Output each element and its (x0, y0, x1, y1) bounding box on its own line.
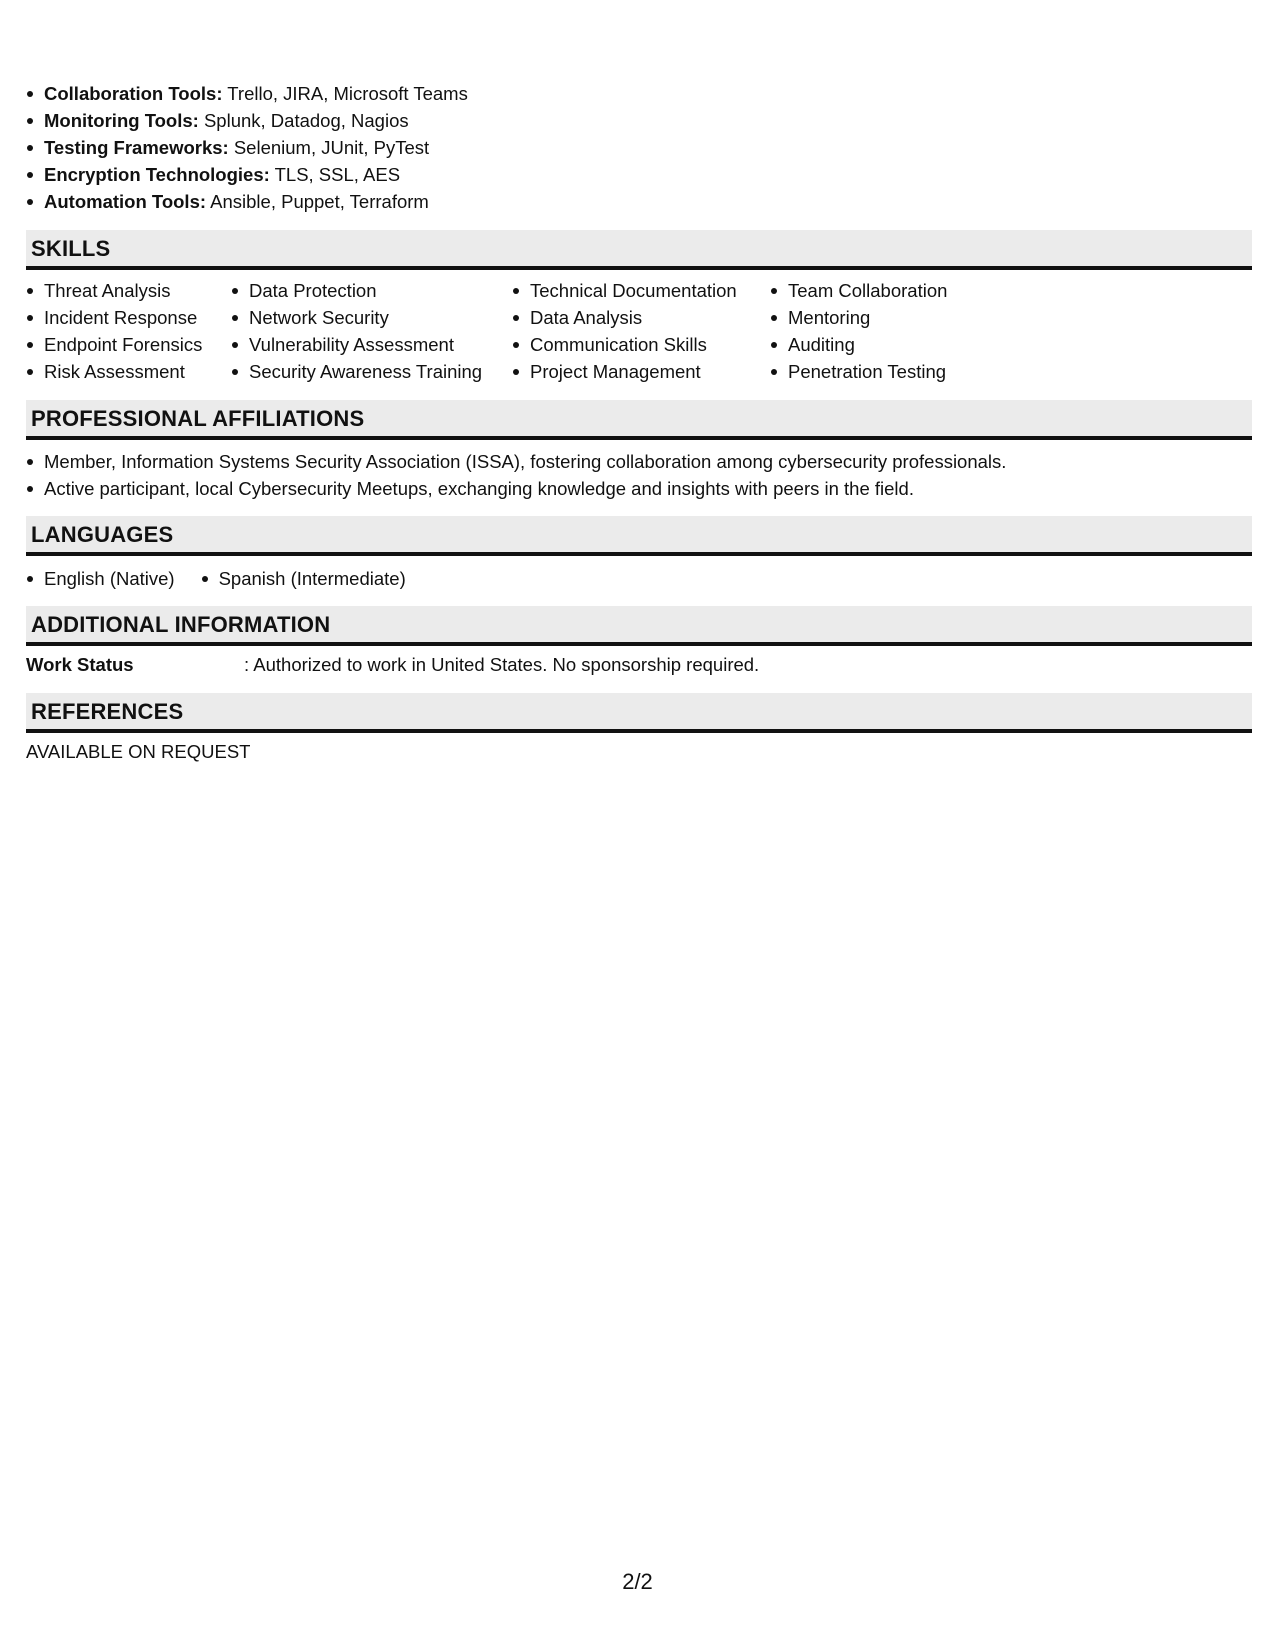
skill-item: Auditing (768, 331, 947, 358)
skills-column-1 (24, 277, 202, 385)
list-item (24, 188, 468, 215)
skills-column-2 (229, 277, 482, 385)
tool-category-label: Collaboration Tools: (44, 83, 223, 104)
references-text: AVAILABLE ON REQUEST (26, 741, 251, 762)
tool-category-value: Splunk, Datadog, Nagios (198, 110, 409, 131)
skill-item: Mentoring (768, 304, 947, 331)
tools-list (24, 80, 468, 215)
section-title: ADDITIONAL INFORMATION (31, 612, 331, 637)
section-title: LANGUAGES (31, 522, 174, 547)
skill-item: Team Collaboration (768, 277, 947, 304)
skill-item: Data Analysis (510, 304, 737, 331)
skill-item: Network Security (229, 304, 482, 331)
work-status-label: Work Status (26, 654, 134, 675)
references-section-header (26, 693, 1252, 733)
skill-item: Security Awareness Training (229, 358, 482, 385)
tool-category-value: Trello, JIRA, Microsoft Teams (222, 83, 468, 104)
skill-item: Vulnerability Assessment (229, 331, 482, 358)
languages-list (24, 565, 430, 592)
list-item (24, 80, 468, 107)
affiliation-item: Member, Information Systems Security Association (ISSA), fostering collaboration among cybersecurity professionals. (24, 448, 1006, 475)
tool-category-label: Testing Frameworks: (44, 137, 229, 158)
skill-item: Project Management (510, 358, 737, 385)
tool-category-label: Automation Tools: (44, 191, 207, 212)
section-title: REFERENCES (31, 699, 184, 724)
tool-category-value: Selenium, JUnit, PyTest (228, 137, 430, 158)
affiliation-item: Active participant, local Cybersecurity Meetups, exchanging knowledge and insights with peers in the field. (24, 475, 1006, 502)
skills-column-3 (510, 277, 737, 385)
skill-item: Incident Response (24, 304, 202, 331)
section-title: PROFESSIONAL AFFILIATIONS (31, 406, 365, 431)
affiliations-list (24, 448, 1006, 502)
tool-category-value: Ansible, Puppet, Terraform (206, 191, 429, 212)
affiliations-section-header (26, 400, 1252, 440)
skill-item: Threat Analysis (24, 277, 202, 304)
skill-item: Technical Documentation (510, 277, 737, 304)
skill-item: Communication Skills (510, 331, 737, 358)
section-title: SKILLS (31, 236, 111, 261)
list-item (24, 161, 468, 188)
language-item: Spanish (Intermediate) (199, 565, 406, 592)
language-item: English (Native) (24, 565, 175, 592)
tool-category-value: TLS, SSL, AES (269, 164, 401, 185)
list-item (24, 107, 468, 134)
languages-section-header (26, 516, 1252, 556)
skill-item: Penetration Testing (768, 358, 947, 385)
work-status-value: : Authorized to work in United States. No sponsorship required. (244, 654, 760, 675)
list-item (24, 134, 468, 161)
skill-item: Data Protection (229, 277, 482, 304)
skills-section-header (26, 230, 1252, 270)
tool-category-label: Monitoring Tools: (44, 110, 199, 131)
additional-info-section-header (26, 606, 1252, 646)
skill-item: Endpoint Forensics (24, 331, 202, 358)
skills-column-4 (768, 277, 947, 385)
tool-category-label: Encryption Technologies: (44, 164, 270, 185)
skill-item: Risk Assessment (24, 358, 202, 385)
page-number: 2/2 (622, 1569, 653, 1594)
